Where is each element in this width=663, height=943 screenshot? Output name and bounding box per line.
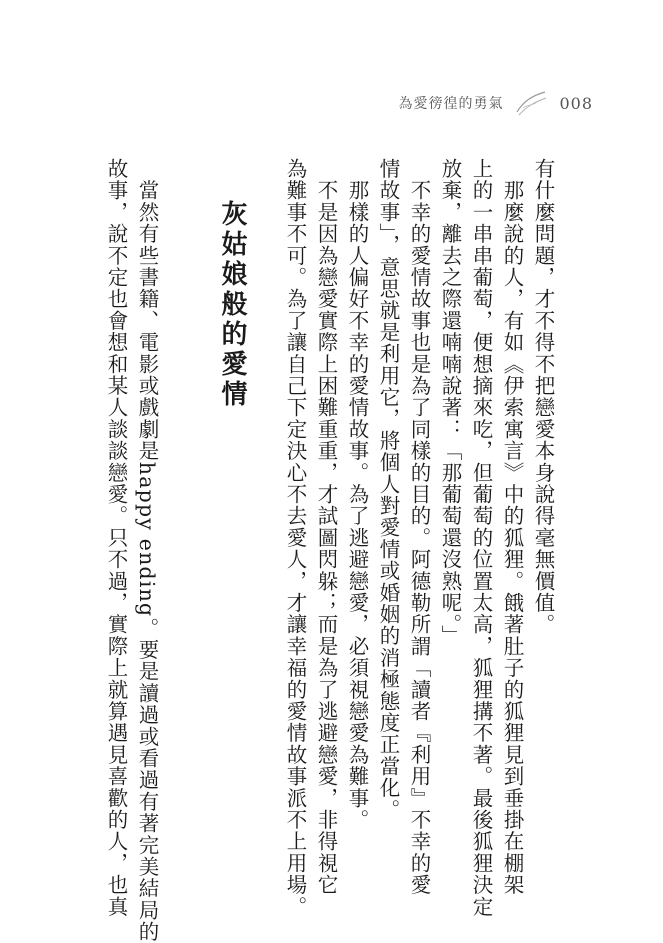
section-heading: 灰姑娘般的愛情	[217, 200, 247, 410]
running-title: 為愛徬徨的勇氣	[398, 96, 504, 112]
swirl-ornament-icon	[513, 88, 549, 118]
body-column-5: 不幸的愛情故事也是為了同樣的目的。阿德勒所謂「讀者『利用』不幸的愛	[407, 158, 431, 896]
body-column-9: 為難事不可。為了讓自己下定決心不去愛人，才讓幸福的愛情故事派不上用場。	[283, 158, 307, 918]
body-column-3: 上的一串串葡萄，便想摘來吃，但葡萄的位置太高，狐狸搆不著。最後狐狸決定	[469, 158, 493, 918]
body-column-8: 不是因為戀愛實際上困難重重，才試圖閃躲；而是為了逃避戀愛，非得視它	[314, 158, 338, 896]
body-column-6: 情故事」，意思就是利用它，將個人對愛情或婚姻的消極態度正當化。	[376, 158, 400, 821]
body-column-7: 那樣的人偏好不幸的愛情故事。為了逃避戀愛，必須視戀愛為難事。	[345, 158, 369, 831]
running-header	[398, 88, 593, 118]
section-column-2: 故事，說不定也會想和某人談談戀愛。只不過，實際上就算遇見喜歡的人，也真	[104, 158, 128, 918]
body-column-2: 那麼說的人，有如《伊索寓言》中的狐狸。餓著肚子的狐狸見到垂掛在棚架	[500, 158, 524, 896]
section-column-1: 當然有些書籍、電影或戲劇是happy ending。要是讀過或看過有著完美結局的	[135, 158, 159, 943]
page-number: 008	[559, 93, 593, 113]
body-column-4: 放棄，離去之際還喃喃說著：「那葡萄還沒熟呢。」	[438, 158, 462, 647]
body-column-1: 有什麼問題，才不得不把戀愛本身說得毫無價值。	[531, 158, 555, 636]
